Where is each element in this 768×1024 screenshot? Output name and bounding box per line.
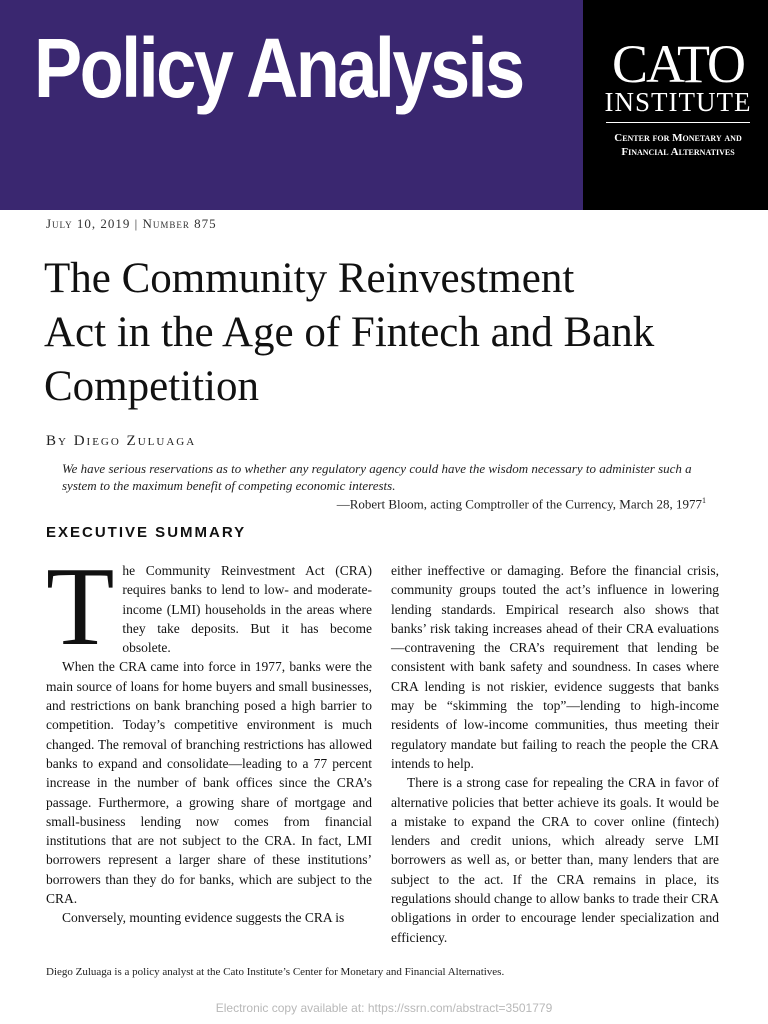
summary-paragraph-3: Conversely, mounting evidence suggests the CRA is [62,910,345,926]
summary-column-right [391,561,719,947]
summary-paragraph-5: There is a strong case for repealing the CRA in favor of alternative policies that better achieve its goals. It would be a mistake to expand the CRA to cover online (fintech) lenders and credit unions, which already serve LMI borrowers as well as, or better than, many lenders that are subject to the act. If the CRA remains in place, its regulations should change to allow banks to trade their CRA obligations in order to encourage lender specialization and efficiency. [391,775,719,945]
center-name-line1: Center for Monetary and [614,132,742,144]
cato-logo [604,34,752,159]
section-heading: EXECUTIVE SUMMARY [46,524,247,541]
logo-divider [606,122,750,123]
ssrn-watermark: Electronic copy available at: https://ssrn.com/abstract=3501779 [215,1001,553,1015]
series-banner [0,0,583,210]
drop-cap: T [46,545,115,669]
epigraph-quote: We have serious reservations as to whether any regulatory agency could have the wisdom necessary to administer such a system to the maximum benefit of competing economic interests. [62,461,692,493]
epigraph-attribution [337,496,706,512]
org-subname: INSTITUTE [604,87,752,117]
title-line-2: Act in the Age of Fintech and Bank [44,309,655,356]
title-line-3: Competition [44,363,259,410]
summary-paragraph-4: either ineffective or damaging. Before the financial crisis, community groups touted the act’s influence in lowering lending standards. Empirical research also shows that banks’ risk taking increases ahead of their CRA evaluations—contravening the CRA’s requirement that lending be consistent with bank safety and soundness. In cases where CRA lending is not riskier, evidence suggests that banks may be “skimming the top”—lending to high-income residents of low-income communities, thus meeting their regulatory mandate but failing to reach the people the CRA intends to help. [391,563,719,771]
title-line-1: The Community Reinvestment [44,255,575,302]
byline: By Diego Zuluaga [46,433,197,449]
footnote-mark: 1 [702,496,706,505]
center-name-line2: Financial Alternatives [621,146,735,158]
header-banner [0,0,768,210]
summary-column-left [46,545,372,928]
attribution-text: —Robert Bloom, acting Comptroller of the Currency, March 28, 1977 [336,496,702,512]
page-title [44,252,744,414]
org-name: CATO [611,34,745,94]
author-note: Diego Zuluaga is a policy analyst at the Cato Institute’s Center for Monetary and Financial Alternatives. [46,966,505,978]
summary-paragraph-2: When the CRA came into force in 1977, banks were the main source of loans for home buyers and small businesses, and restrictions on bank branching posed a high barrier to competition. Today’s competitive environment is much changed. The removal of branching restrictions has allowed banks to expand and consolidate—leading to a 77 percent increase in the number of bank offices since the CRA’s passage. Furthermore, a growing share of mortgage and small-business lending now comes from financial institutions that are not subject to the CRA. In fact, LMI borrowers represent a larger share of these institutions’ borrowers than they do for banks, which are subject to the CRA. [46,659,372,907]
paragraph-text: he Community Reinvestment Act (CRA) requires banks to lend to low- and moderate-income (LMI) households in the areas where they take deposits. But it has become obsolete. [122,563,372,656]
dateline: July 10, 2019 | Number 875 [46,216,217,231]
series-title: Policy Analysis [34,21,523,115]
summary-paragraph-1 [46,545,372,669]
